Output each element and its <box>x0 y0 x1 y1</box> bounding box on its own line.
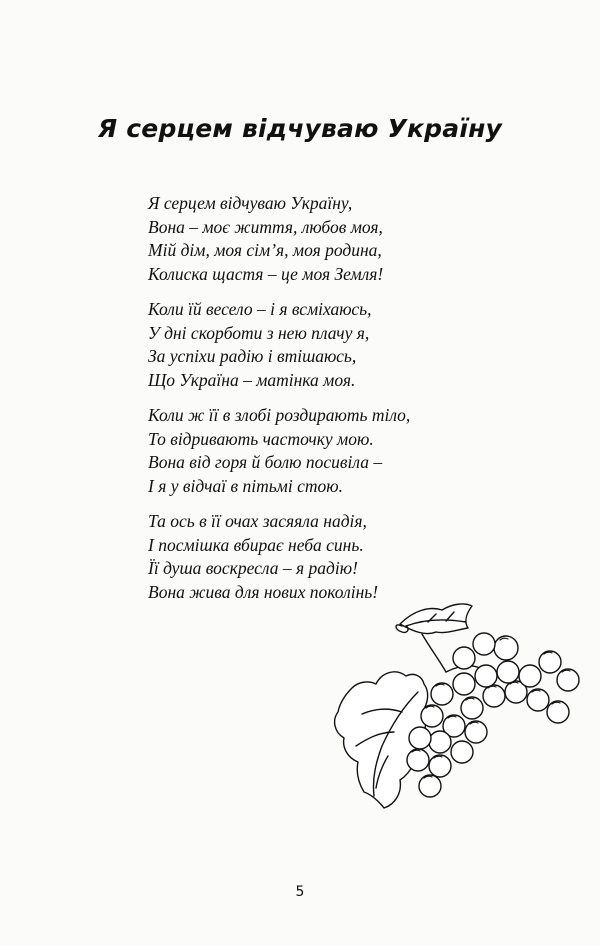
poem-line: Я серцем відчуваю Україну, <box>148 193 353 213</box>
poem-line: Вона жива для нових поколінь! <box>148 581 379 602</box>
poem-line: Її душа воскресла – я радію! <box>148 558 358 578</box>
poem-line: І я у відчаї в пітьмі стою. <box>148 475 343 496</box>
top-leaf-icon <box>400 604 472 634</box>
poem-line: Вона від горя й болю посивіла – <box>148 452 383 472</box>
page-number: 5 <box>295 884 305 900</box>
stanza-4 <box>148 510 410 604</box>
stanza-2 <box>148 298 410 392</box>
stanza-3 <box>148 404 410 498</box>
poem-line: Колиска щастя – це моя Земля! <box>148 263 384 284</box>
poem-line: У дні скорботи з нею плачу я, <box>148 322 370 343</box>
poem-line: Вона – моє життя, любов моя, <box>148 216 383 237</box>
poem-line: За успіхи радію і втішаюсь, <box>148 346 357 366</box>
poem-line: І посмішка вбирає неба синь. <box>148 534 364 555</box>
poem-line: Що Україна – матінка моя. <box>148 369 356 390</box>
poem-line: Коли їй весело – і я всміхаюсь, <box>148 299 372 319</box>
poem-line: Мій дім, моя сім’я, моя родина, <box>148 240 382 260</box>
poem-title: Я серцем відчуваю Україну <box>97 114 503 143</box>
poem-line: Коли ж її в злобі роздирають тіло, <box>148 405 411 425</box>
grape-cluster-illustration <box>318 596 588 832</box>
poem-line: То відривають часточку мою. <box>148 428 374 449</box>
poem-body <box>148 192 410 616</box>
stanza-1 <box>148 192 410 286</box>
poem-line: Та ось в її очах засяяла надія, <box>148 511 367 531</box>
